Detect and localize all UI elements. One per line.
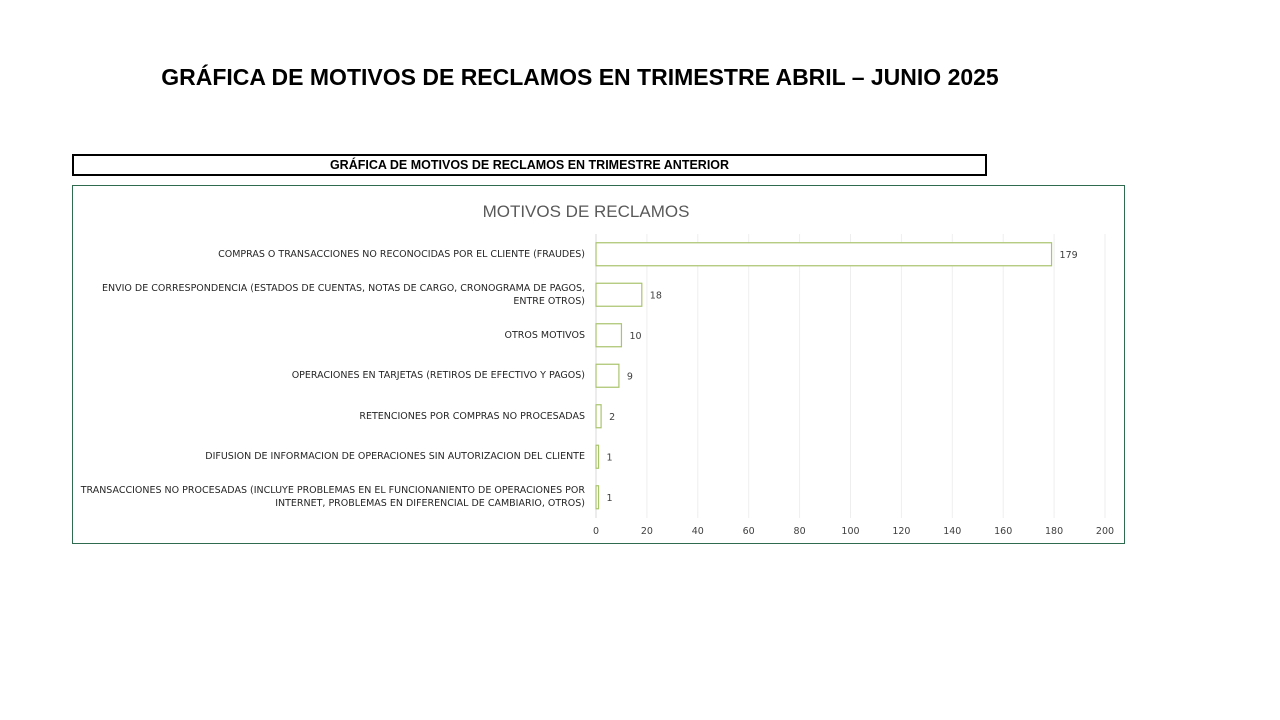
category-label: OPERACIONES EN TARJETAS (RETIROS DE EFECTIVO Y PAGOS) bbox=[291, 370, 585, 382]
data-label: 1 bbox=[606, 452, 613, 464]
x-tick-label: 180 bbox=[1045, 526, 1064, 537]
data-label: 1 bbox=[606, 492, 613, 504]
bar bbox=[596, 405, 601, 428]
x-tick-label: 160 bbox=[994, 526, 1013, 537]
data-label: 179 bbox=[1059, 249, 1078, 261]
category-label: OTROS MOTIVOS bbox=[504, 329, 585, 341]
data-label: 10 bbox=[629, 330, 642, 342]
x-tick-label: 60 bbox=[742, 526, 755, 537]
chart-title: MOTIVOS DE RECLAMOS bbox=[482, 202, 690, 221]
category-label: COMPRAS O TRANSACCIONES NO RECONOCIDAS POR EL CLIENTE (FRAUDES) bbox=[218, 248, 585, 260]
x-tick-label: 200 bbox=[1095, 526, 1115, 537]
bar bbox=[596, 364, 619, 387]
x-tick-label: 40 bbox=[691, 526, 704, 537]
chart-subtitle-box: GRÁFICA DE MOTIVOS DE RECLAMOS EN TRIMESTRE ANTERIOR bbox=[72, 154, 987, 176]
data-label: 2 bbox=[609, 411, 616, 423]
data-label: 18 bbox=[649, 290, 662, 302]
bar bbox=[596, 486, 599, 509]
bar bbox=[596, 243, 1052, 266]
bar bbox=[596, 283, 642, 306]
x-tick-label: 140 bbox=[943, 526, 962, 537]
page-title: GRÁFICA DE MOTIVOS DE RECLAMOS EN TRIMESTRE ABRIL – JUNIO 2025 bbox=[161, 64, 999, 90]
category-label: DIFUSION DE INFORMACION DE OPERACIONES SIN AUTORIZACION DEL CLIENTE bbox=[205, 451, 585, 463]
category-label: ENVIO DE CORRESPONDENCIA (ESTADOS DE CUENTAS, NOTAS DE CARGO, CRONOGRAMA DE PAGOS, ENTRE OTROS) bbox=[101, 282, 585, 307]
bar bbox=[596, 324, 621, 347]
x-tick-label: 20 bbox=[640, 526, 653, 537]
chart-frame bbox=[72, 185, 1125, 544]
data-label: 9 bbox=[626, 371, 633, 383]
x-tick-label: 80 bbox=[793, 526, 806, 537]
bar bbox=[596, 445, 599, 468]
category-label: TRANSACCIONES NO PROCESADAS (INCLUYE PROBLEMAS EN EL FUNCIONANIENTO DE OPERACIONES POR INTERNET, PROBLEMAS EN DIFERENCIAL DE CAMBIARIO, OTROS) bbox=[80, 485, 585, 510]
x-tick-label: 120 bbox=[892, 526, 911, 537]
category-label: RETENCIONES POR COMPRAS NO PROCESADAS bbox=[359, 410, 585, 422]
x-tick-label: 100 bbox=[841, 526, 860, 537]
x-tick-label: 0 bbox=[592, 526, 600, 537]
